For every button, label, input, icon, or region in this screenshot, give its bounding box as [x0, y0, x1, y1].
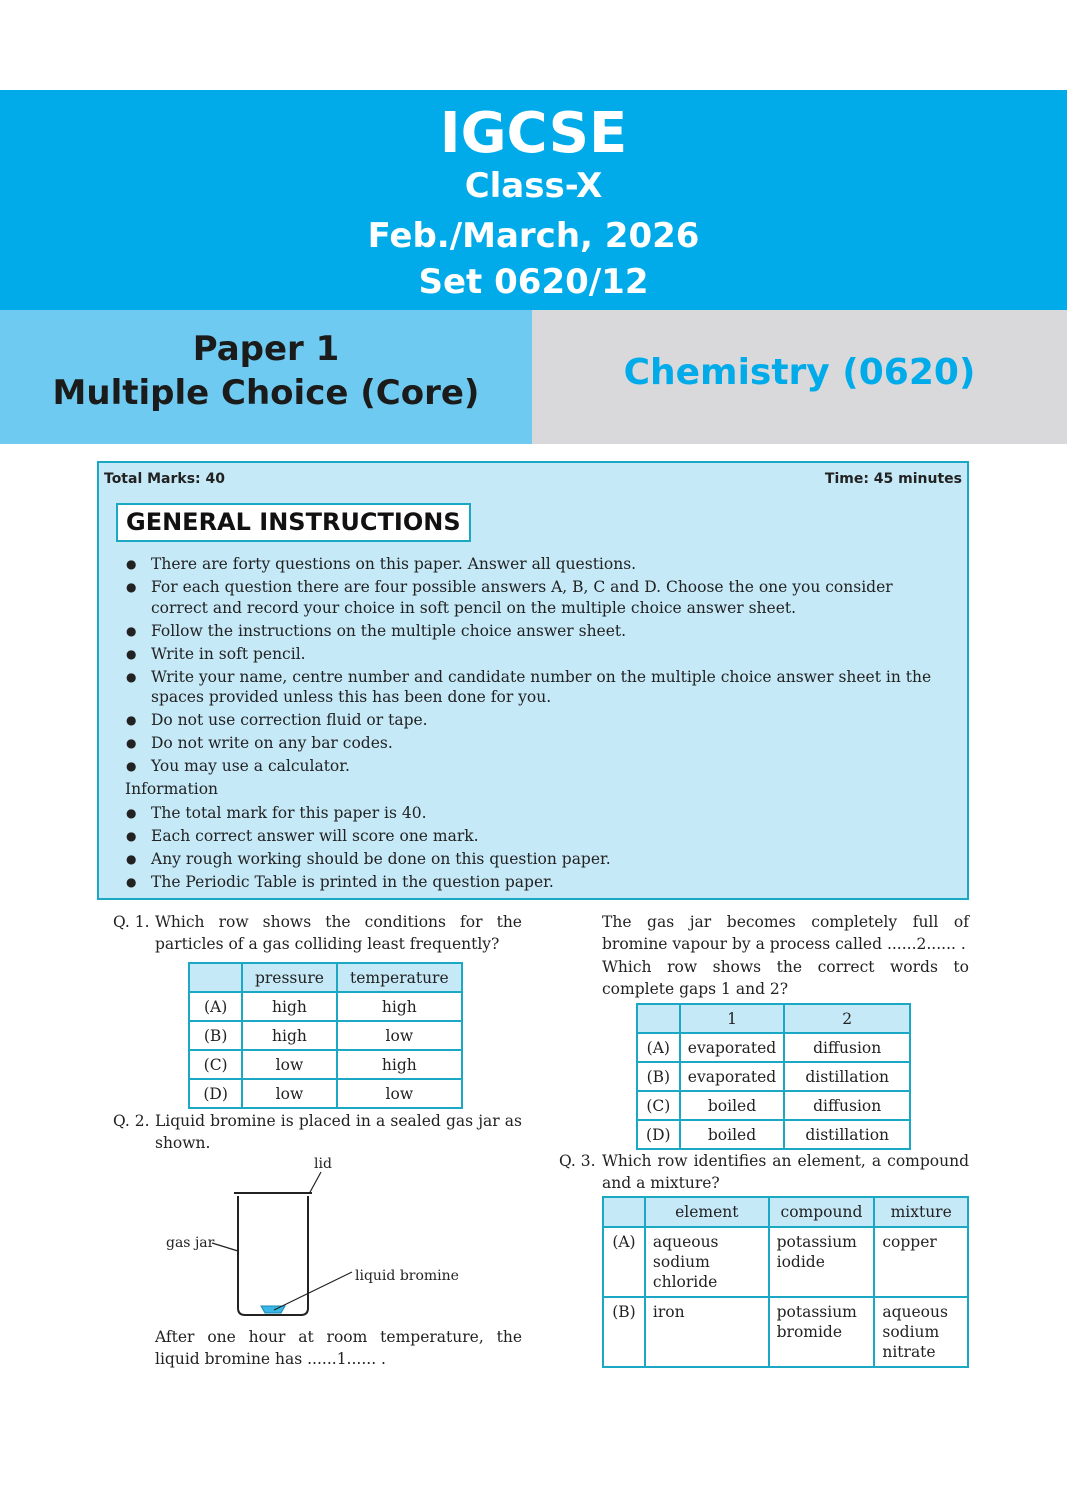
table-row: [637, 1062, 910, 1091]
q2-cell: diffusion: [784, 1033, 910, 1062]
q3-cell: potassium bromide: [769, 1297, 875, 1367]
q2-cell: evaporated: [680, 1033, 785, 1062]
q1-cell: low: [242, 1079, 336, 1108]
instruction-item: ● Follow the instructions on the multiple choice answer sheet.: [121, 621, 951, 642]
q1-cell: high: [242, 992, 336, 1021]
q3-header-cell: [603, 1197, 645, 1227]
instructions-box: [97, 461, 969, 900]
information-list: [121, 803, 951, 895]
q2-question: Which row shows the correct words to complete gaps 1 and 2?: [602, 958, 969, 998]
q2-header-cell: [637, 1004, 680, 1033]
q1-table: [188, 962, 463, 1109]
gas-jar-diagram: [160, 1150, 480, 1325]
instruction-item: ● You may use a calculator.: [121, 756, 951, 777]
q2-row-label: (D): [637, 1120, 680, 1149]
information-item: ● The Periodic Table is printed in the question paper.: [121, 872, 951, 893]
lid-label: lid: [314, 1156, 332, 1172]
time-allowed: Time: 45 minutes: [824, 471, 962, 487]
q3-cell: iron: [645, 1297, 769, 1367]
paper-number: Paper 1: [192, 329, 340, 369]
table-row: [189, 1021, 462, 1050]
table-row: [637, 1120, 910, 1149]
q1-cell: high: [337, 1050, 462, 1079]
liquid-bromine-leader: [274, 1272, 352, 1310]
gas-jar-leader: [212, 1243, 238, 1251]
q2-label: Q. 2.: [113, 1112, 150, 1130]
lid-leader: [309, 1172, 321, 1194]
q1-header-cell: pressure: [242, 963, 336, 992]
paper-type: Multiple Choice (Core): [52, 373, 480, 413]
exam-date: Feb./March, 2026: [367, 216, 700, 256]
q3-header-cell: compound: [769, 1197, 875, 1227]
q3-label: Q. 3.: [559, 1152, 596, 1170]
instruction-item: ● Do not write on any bar codes.: [121, 733, 951, 754]
q3-header-cell: element: [645, 1197, 769, 1227]
q1-row-label: (A): [189, 992, 242, 1021]
q3-text: Which row identifies an element, a compound and a mixture?: [602, 1152, 969, 1192]
table-row: [189, 1050, 462, 1079]
table-row: [637, 1091, 910, 1120]
instruction-item: ● Write in soft pencil.: [121, 644, 951, 665]
q3-cell: aqueous sodium chloride: [645, 1227, 769, 1297]
q3-cell: aqueous sodium nitrate: [874, 1297, 968, 1367]
title-banner: [0, 90, 1067, 310]
information-item: ● Each correct answer will score one mark.: [121, 826, 951, 847]
q2-after-text: After one hour at room temperature, the liquid bromine has ......1...... .: [155, 1328, 522, 1368]
q2-cell: boiled: [680, 1120, 785, 1149]
information-item: ● Any rough working should be done on this question paper.: [121, 849, 951, 870]
q2-row-label: (B): [637, 1062, 680, 1091]
q1-cell: low: [337, 1021, 462, 1050]
q3-header-cell: mixture: [874, 1197, 968, 1227]
gas-jar-outline: [238, 1196, 308, 1315]
total-marks: Total Marks: 40: [104, 471, 226, 487]
q1-label: Q. 1.: [113, 913, 150, 931]
q1-row-label: (B): [189, 1021, 242, 1050]
subject-title: Chemistry (0620): [623, 352, 976, 393]
q2-cell: evaporated: [680, 1062, 785, 1091]
q2-cell: diffusion: [784, 1091, 910, 1120]
q1-row-label: (D): [189, 1079, 242, 1108]
q3-row-label: (B): [603, 1297, 645, 1367]
q1-header-cell: [189, 963, 242, 992]
q2-cell: boiled: [680, 1091, 785, 1120]
q3-table: [602, 1196, 969, 1368]
q2-header-cell: 1: [680, 1004, 785, 1033]
q2-cell: distillation: [784, 1120, 910, 1149]
exam-set: Set 0620/12: [418, 262, 649, 302]
exam-title: IGCSE: [439, 101, 628, 166]
table-row: [637, 1033, 910, 1062]
q1-cell: low: [242, 1050, 336, 1079]
q1-cell: low: [337, 1079, 462, 1108]
q2-text: Liquid bromine is placed in a sealed gas jar as shown.: [155, 1112, 522, 1152]
q1-header-cell: temperature: [337, 963, 462, 992]
instructions-heading: GENERAL INSTRUCTIONS: [116, 503, 471, 542]
q2-table: [636, 1003, 911, 1150]
q2-row-label: (C): [637, 1091, 680, 1120]
exam-class: Class-X: [464, 166, 603, 206]
table-row: [189, 1079, 462, 1108]
liquid-bromine-label: liquid bromine: [355, 1268, 459, 1284]
instruction-item: ● Do not use correction fluid or tape.: [121, 710, 951, 731]
instruction-item: ● Write your name, centre number and candidate number on the multiple choice answer sheet in the spaces provided unless this has been done for you.: [121, 667, 951, 708]
gas-jar-label: gas jar: [166, 1235, 215, 1251]
information-heading: Information: [125, 780, 219, 798]
q1-cell: high: [337, 992, 462, 1021]
q3-row-label: (A): [603, 1227, 645, 1297]
subject-banner: [532, 310, 1067, 444]
table-row: [603, 1227, 968, 1297]
q3-cell: potassium iodide: [769, 1227, 875, 1297]
instructions-list: [121, 554, 951, 779]
q2-header-cell: 2: [784, 1004, 910, 1033]
instruction-item: ● There are forty questions on this paper. Answer all questions.: [121, 554, 951, 575]
instruction-item: ● For each question there are four possible answers A, B, C and D. Choose the one you consider correct and record your choice in soft pencil on the multiple choice answer sheet.: [121, 577, 951, 618]
q1-row-label: (C): [189, 1050, 242, 1079]
q2-continuation: The gas jar becomes completely full of bromine vapour by a process called ......2...... .: [602, 913, 969, 953]
q1-text: Which row shows the conditions for the particles of a gas colliding least frequently?: [155, 913, 522, 953]
table-row: [603, 1297, 968, 1367]
table-row: [189, 992, 462, 1021]
q3-cell: copper: [874, 1227, 968, 1297]
paper-banner: [0, 310, 532, 444]
q1-cell: high: [242, 1021, 336, 1050]
information-item: ● The total mark for this paper is 40.: [121, 803, 951, 824]
q2-row-label: (A): [637, 1033, 680, 1062]
q2-cell: distillation: [784, 1062, 910, 1091]
